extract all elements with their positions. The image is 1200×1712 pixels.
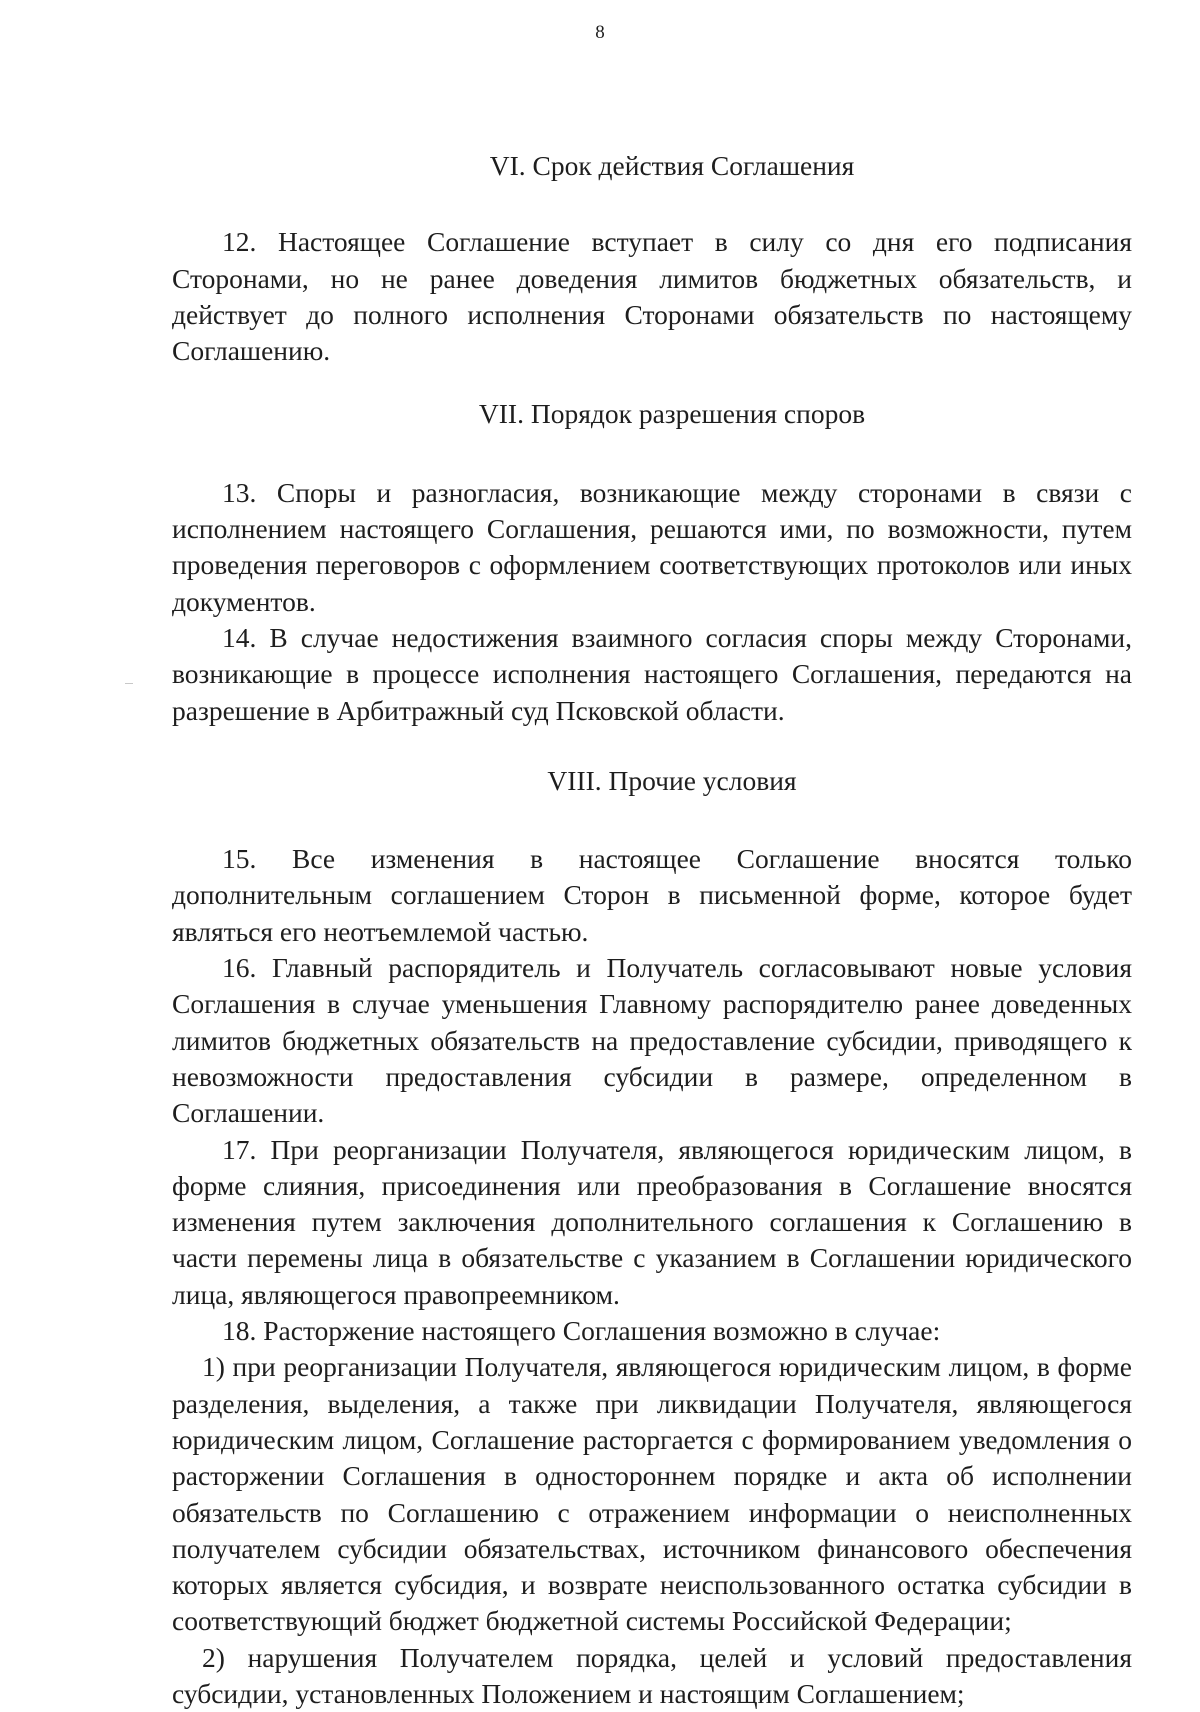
paragraph-13: 13. Споры и разногласия, возникающие между сторонами в связи с исполнением настоящего Соглашения, решаются ими, по возможности, путем проведения переговоров с оформлением соответствующих протоколов или иных документов. (172, 476, 1132, 617)
section-heading-term: VI. Срок действия Соглашения (489, 150, 855, 181)
page-number: 8 (595, 22, 605, 43)
paragraph-14: 14. В случае недостижения взаимного согласия споры между Сторонами, возникающие в процессе исполнения настоящего Соглашения, передаются на разрешение в Арбитражный суд Псковской области. (172, 621, 1132, 726)
paragraph-18-item-1: 1) при реорганизации Получателя, являющегося юридическим лицом, в форме разделения, выделения, а также при ликвидации Получателя, являющегося юридическим лицом, Соглашение расторгается с формированием уведомления о расторжении Соглашения в одностороннем порядке и акта об исполнении обязательств по Соглашению с отражением информации о неисполненных получателем субсидии обязательствах, источником финансового обеспечения которых является субсидия, и возврате неиспользованного остатка субсидии в соответствующий бюджет бюджетной системы Российской Федерации; (172, 1351, 1132, 1637)
document-body (172, 148, 1132, 1712)
paragraph-15: 15. Все изменения в настоящее Соглашение вносятся только дополнительным соглашением Сторон в письменной форме, которое будет являться его неотъемлемой частью. (172, 843, 1132, 947)
paragraph-12: 12. Настоящее Соглашение вступает в силу со дня его подписания Сторонами, но не ранее доведения лимитов бюджетных обязательств, и действует до полного исполнения Сторонами обязательств по настоящему Соглашению. (172, 226, 1132, 367)
paragraph-18-item-2: 2) нарушения Получателем порядка, целей и условий предоставления субсидии, установленных Положением и настоящим Соглашением; (172, 1641, 1132, 1709)
scan-artifact-mark (125, 683, 133, 684)
section-heading-other-terms: VIII. Прочие условия (547, 764, 797, 796)
paragraph-16: 16. Главный распорядитель и Получатель согласовывают новые условия Соглашения в случае уменьшения Главному распорядителю ранее доведенных лимитов бюджетных обязательств на предоставление субсидии, приводящего к невозможности предоставления субсидии в размере, определенном в Соглашении. (172, 952, 1132, 1129)
paragraph-18: 18. Расторжение настоящего Соглашения возможно в случае: (222, 1315, 941, 1347)
section-heading-disputes: VII. Порядок разрешения споров (478, 398, 866, 430)
paragraph-17: 17. При реорганизации Получателя, являющегося юридическим лицом, в форме слияния, присоединения или преобразования в Соглашение вносятся изменения путем заключения дополнительного соглашения к Соглашению в части перемены лица в обязательстве с указанием в Соглашении юридического лица, являющегося правопреемником. (172, 1133, 1132, 1310)
